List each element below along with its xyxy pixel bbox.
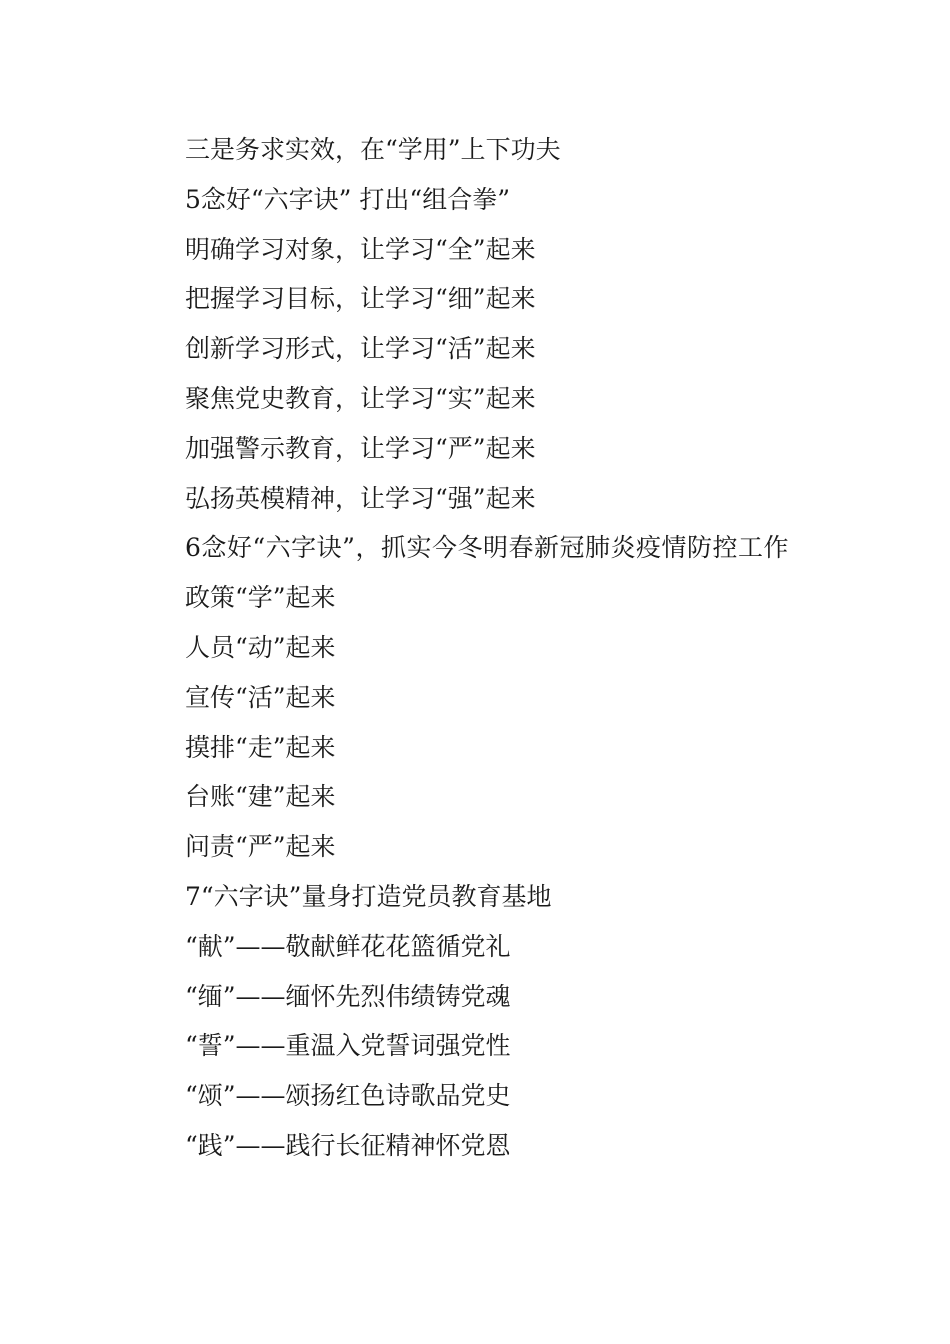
text-line: 问责“严”起来 [185,832,336,862]
section-heading: 6念好“六字诀”，抓实今冬明春新冠肺炎疫情防控工作 [185,533,789,563]
text-line: “颂”——颂扬红色诗歌品党史 [185,1081,511,1111]
section-heading: 7“六字诀”量身打造党员教育基地 [185,881,552,911]
section-heading: 5念好“六字诀” 打出“组合拳” [185,184,510,214]
text-line: 三是务求实效，在“学用”上下功夫 [185,135,561,164]
text-line: 宣传“活”起来 [185,682,336,712]
text-line: “誓”——重温入党誓词强党性 [185,1031,511,1061]
text-line: 加强警示教育，让学习“严”起来 [185,433,536,463]
text-line: 人员“动”起来 [185,632,336,662]
text-line: 摸排“走”起来 [185,732,336,762]
text-line: 弘扬英模精神，让学习“强”起来 [185,483,536,513]
text-line: 政策“学”起来 [185,583,336,613]
text-line: 把握学习目标，让学习“细”起来 [185,284,536,314]
text-line: “缅”——缅怀先烈伟绩铸党魂 [185,981,511,1011]
text-line: “践”——践行长征精神怀党恩 [185,1130,511,1160]
text-line: 台账“建”起来 [185,782,336,812]
document-body [143,125,815,1171]
text-line: 明确学习对象，让学习“全”起来 [185,234,536,264]
text-line: “献”——敬献鲜花花篮循党礼 [185,931,511,961]
text-line: 创新学习形式，让学习“活”起来 [185,334,536,364]
text-line: 聚焦党史教育，让学习“实”起来 [185,383,536,413]
